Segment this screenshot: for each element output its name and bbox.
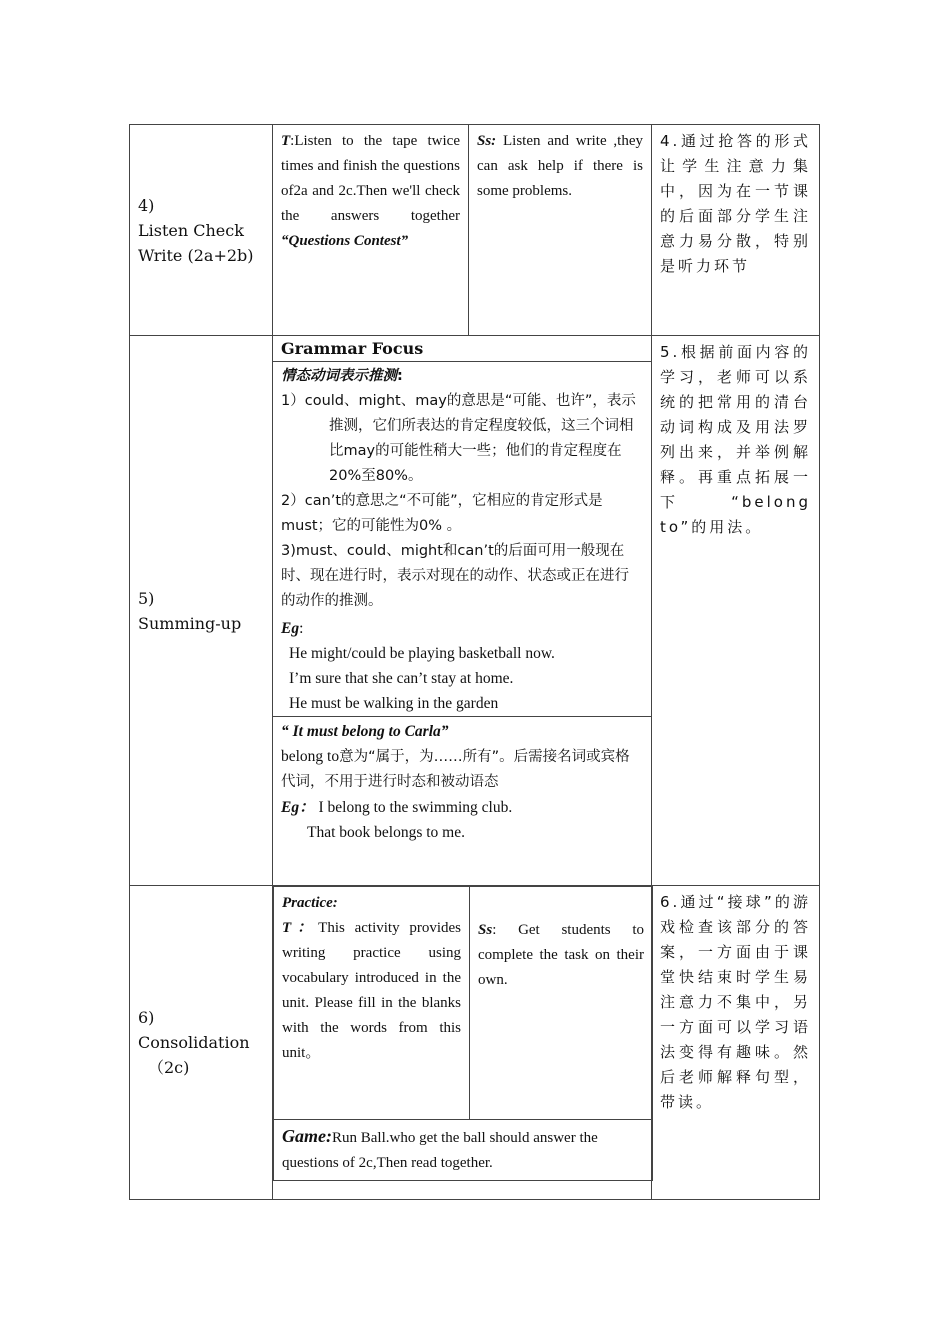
lesson-plan-table [129, 124, 820, 1200]
belong-example: That book belongs to me. [307, 824, 465, 841]
grammar-point-1: 1）could、might、may的意思是“可能、也许”，表示推测，它们所表达的肯定程度较低，这三个词相比may的可能性稍大一些；他们的肯定程度在20%至80%。 [281, 393, 636, 484]
students-tag: Ss: [477, 133, 497, 149]
practice-text: This activity provides writing practice using vocabulary introduced in the unit. Please fill in the blanks with the words from this unit。 [282, 920, 461, 1061]
design-note: 4.通过抢答的形式让学生注意力集中，因为在一节课的后面部分学生注意力易分散，特别是听力环节 [660, 132, 811, 275]
grammar-point-3: 3)must、could、might和can’t的后面可用一般现在时、现在进行时，表示对现在的动作、状态或正在进行的动作的推测。 [281, 543, 629, 609]
students-tag: Ss [478, 922, 493, 938]
design-note-cell [652, 886, 820, 1200]
grammar-focus-title: Grammar Focus [273, 336, 651, 362]
belong-to-explanation: 意为“属于，为……所有”。后需接名词或宾格代词，不用于进行时态和被动语态 [281, 749, 630, 790]
teacher-tag: T： [282, 920, 319, 936]
students-text: : Get students to complete the task on their own. [478, 922, 644, 988]
practice-cell [274, 887, 470, 1120]
teacher-activity-cell [273, 125, 469, 336]
teacher-tag: T [281, 133, 291, 149]
belong-to-title: “ It must belong to Carla” [281, 723, 449, 740]
stage-sub: （2c) [148, 1058, 190, 1077]
stage-cell [130, 336, 273, 886]
stage-label: Summing-up [138, 613, 242, 633]
design-note-cell [652, 336, 820, 886]
students-text: Listen and write ,they can ask help if there is some problems. [477, 133, 643, 199]
game-cell [274, 1120, 653, 1181]
eg-label: Eg [281, 620, 300, 637]
practice-title: Practice: [282, 895, 338, 911]
stage-cell [130, 125, 273, 336]
belong-example: I belong to the swimming club. [318, 799, 513, 816]
design-note-cell [652, 125, 820, 336]
student-activity-cell [469, 125, 652, 336]
stage-number: 4) [138, 195, 155, 215]
game-text: Run Ball.who get the ball should answer the questions of 2c,Then read together. [282, 1130, 598, 1171]
belong-to-term: belong to [281, 748, 340, 765]
grammar-focus-cell: Grammar Focus 情态动词表示推测: 1）could、might、may的意思是“可能、也许”，表示推测，它们所表达的肯定程度较低，这三个词相比may的可能性稍大一些；他们的肯定程度在20%至80%。 2）can’t的意思之“不可能”，它相应的肯定形式是must；它的可能性为0% 。 3)must、could、might和can’t的后面可用一般现在时、现在进行时，表示对现在的动作、状态或正在进行的动作的推测。 Eg: He might/could be playing basketball now. I’m sure that she can’t stay at home. He must be walking in the garden “ It must belong to Carla” belong to意为“属于，为……所有”。后需接名词或宾格代词，不用于进行时态和被动语态 Eg： I belong to the swimming club. That book belongs to me. [273, 336, 652, 886]
row-listen-check-write [130, 125, 820, 336]
example-sentence: I’m sure that she can’t stay at home. [289, 670, 514, 687]
consolidation-activities-cell [273, 886, 652, 1200]
example-sentence: He must be walking in the garden [289, 695, 499, 712]
row-summing-up [130, 336, 820, 886]
design-note: 6.通过“接球”的游戏检查该部分的答案，一方面由于课堂快结束时学生易注意力不集中，另一方面可以学习语法变得有趣味。然后老师解释句型，带读。 [660, 893, 811, 1111]
row-consolidation [130, 886, 820, 1200]
teacher-text: :Listen to the tape twice times and finish the questions of2a and 2c.Then we'll check the answers together [281, 133, 460, 224]
game-title: Game: [282, 1126, 332, 1146]
stage-number: 6) [138, 1008, 155, 1027]
practice-table [273, 886, 653, 1181]
belong-eg-label: Eg： [281, 799, 315, 816]
modal-verbs-subtitle: 情态动词表示推测 [281, 368, 397, 384]
stage-label: Consolidation [138, 1033, 250, 1052]
stage-label: Listen Check Write (2a+2b) [138, 220, 254, 265]
stage-cell [130, 886, 273, 1200]
design-note: 5.根据前面内容的学习，老师可以系统的把常用的清台动词构成及用法罗列出来，并举例解释。再重点拓展一下“belong to”的用法。 [660, 343, 811, 536]
student-activity-cell [470, 887, 653, 1120]
stage-number: 5) [138, 588, 155, 608]
contest-title: “Questions Contest” [281, 233, 409, 249]
grammar-point-2: 2）can’t的意思之“不可能”，它相应的肯定形式是must；它的可能性为0% 。 [281, 493, 603, 534]
example-sentence: He might/could be playing basketball now. [289, 645, 555, 662]
